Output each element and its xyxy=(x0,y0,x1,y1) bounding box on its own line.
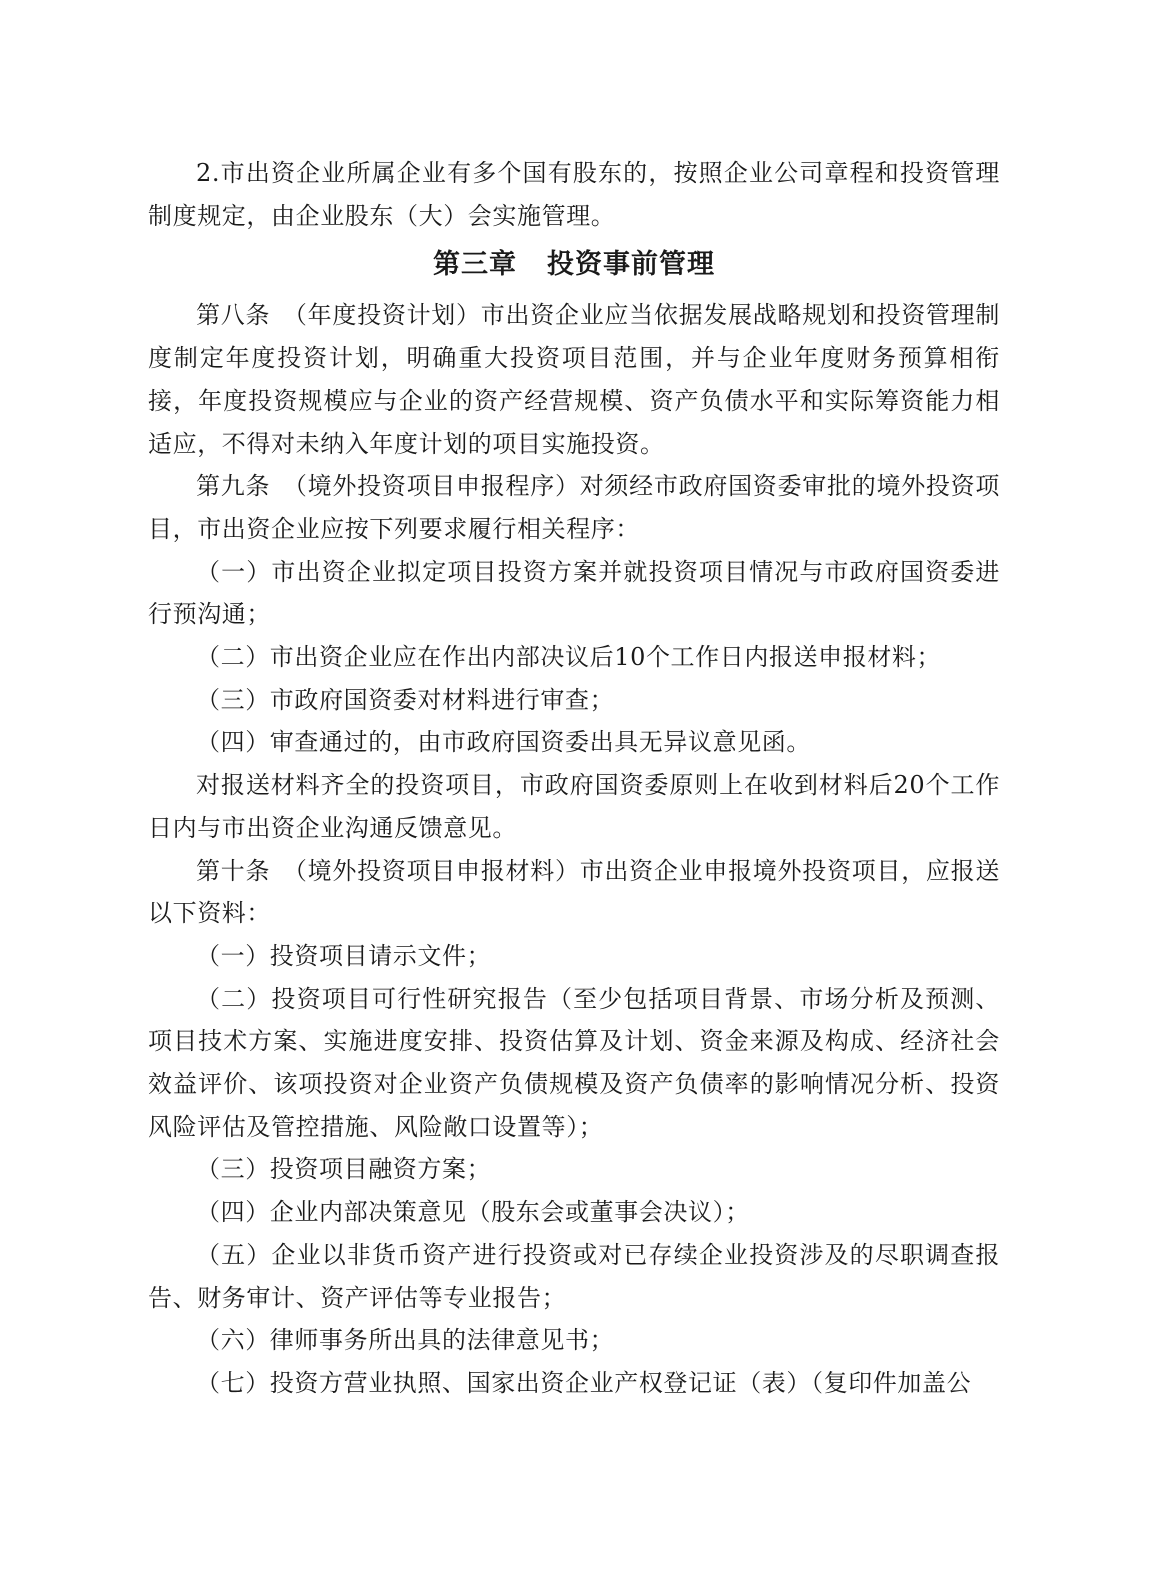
article-9-item-3: （三）市政府国资委对材料进行审查； xyxy=(196,685,615,714)
article-9-feedback: 对报送材料齐全的投资项目，市政府国资委原则上在收到材料后20个工作日内与市出资企业沟通反馈意见。 xyxy=(148,771,1000,842)
article-9-item-1: （一）市出资企业拟定项目投资方案并就投资项目情况与市政府国资委进行预沟通； xyxy=(148,557,1000,629)
article-10-item-5: （五）企业以非货币资产进行投资或对已存续企业投资涉及的尽职调查报告、财务审计、资产评估等专业报告； xyxy=(148,1240,1000,1312)
chapter-title: 投资事前管理 xyxy=(547,249,715,281)
article-10: 第十条 （境外投资项目申报材料）市出资企业申报境外投资项目，应报送以下资料： xyxy=(148,856,1000,928)
article-8: 第八条 （年度投资计划）市出资企业应当依据发展战略规划和投资管理制度制定年度投资计划，明确重大投资项目范围，并与企业年度财务预算相衔接，年度投资规模应与企业的资产经营规模、资产负债水平和实际筹资能力相适应，不得对未纳入年度计划的项目实施投资。 xyxy=(148,301,1000,458)
article-10-item-7: （七）投资方营业执照、国家出资企业产权登记证（表）（复印件加盖公 xyxy=(196,1368,972,1397)
article-9-item-4: （四）审查通过的，由市政府国资委出具无异议意见函。 xyxy=(196,728,811,757)
article-10-item-6: （六）律师事务所出具的法律意见书； xyxy=(196,1326,615,1355)
paragraph-clause-2: 2.市出资企业所属企业有多个国有股东的，按照企业公司章程和投资管理制度规定，由企业股东（大）会实施管理。 xyxy=(148,159,1000,230)
chapter-heading xyxy=(148,244,1000,286)
article-10-item-4: （四）企业内部决策意见（股东会或董事会决议）； xyxy=(196,1198,750,1227)
chapter-number: 第三章 xyxy=(433,249,517,281)
article-10-item-1: （一）投资项目请示文件； xyxy=(196,941,492,970)
article-9-item-2: （二）市出资企业应在作出内部决议后10个工作日内报送申报材料； xyxy=(196,643,942,672)
article-10-item-2: （二）投资项目可行性研究报告（至少包括项目背景、市场分析及预测、项目技术方案、实施进度安排、投资估算及计划、资金来源及构成、经济社会效益评价、该项投资对企业资产负债规模及资产负债率的影响情况分析、投资风险评估及管控措施、风险敞口设置等）； xyxy=(148,984,1000,1141)
article-10-item-3: （三）投资项目融资方案； xyxy=(196,1155,492,1184)
document-body xyxy=(148,152,1000,1405)
article-9: 第九条 （境外投资项目申报程序）对须经市政府国资委审批的境外投资项目，市出资企业应按下列要求履行相关程序： xyxy=(148,472,1000,543)
